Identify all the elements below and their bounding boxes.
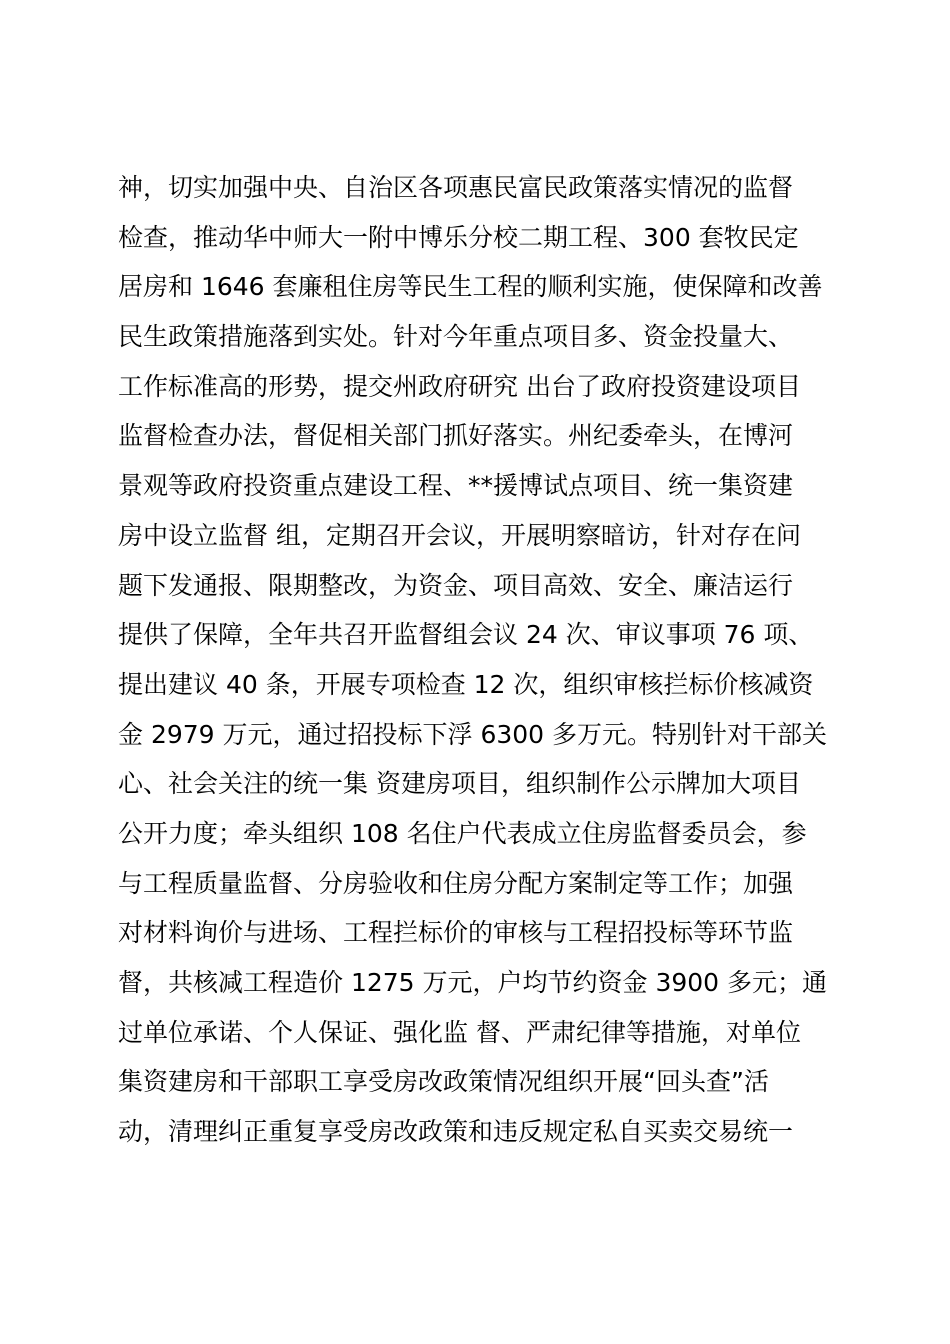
text-line: 检查，推动华中师大一附中博乐分校二期工程、300 套牧民定 <box>118 222 799 252</box>
text-line: 公开力度；牵头组织 108 名住户代表成立住房监督委员会，参 <box>118 818 807 848</box>
text-line: 金 2979 万元，通过招投标下浮 6300 多万元。特别针对干部关 <box>118 719 828 749</box>
text-line: 工作标准高的形势，提交州政府研究 出台了政府投资建设项目 <box>118 371 801 401</box>
text-line: 过单位承诺、个人保证、强化监 督、严肃纪律等措施，对单位 <box>118 1017 801 1047</box>
text-line: 民生政策措施落到实处。针对今年重点项目多、资金投量大、 <box>118 322 794 352</box>
text-line: 对材料询价与进场、工程拦标价的审核与工程招投标等环节监 <box>118 918 794 948</box>
text-line: 督，共核减工程造价 1275 万元，户均节约资金 3900 多元；通 <box>118 968 828 997</box>
text-line: 心、社会关注的统一集 资建房项目，组织制作公示牌加大项目 <box>118 769 801 799</box>
text-line: 景观等政府投资重点建设工程、**援博试点项目、统一集资建 <box>118 471 794 501</box>
text-line: 监督检查办法，督促相关部门抓好落实。州纪委牵头，在博河 <box>118 421 794 451</box>
text-line: 提出建议 40 条，开展专项检查 12 次，组织审核拦标价核减资 <box>118 669 814 699</box>
text-line: 房中设立监督 组，定期召开会议，开展明察暗访，针对存在问 <box>118 520 801 550</box>
text-line: 提供了保障，全年共召开监督组会议 24 次、审议事项 76 项、 <box>118 620 814 650</box>
text-line: 动，清理纠正重复享受房改政策和违反规定私自买卖交易统一 <box>118 1117 794 1147</box>
text-line: 居房和 1646 套廉租住房等民生工程的顺利实施，使保障和改善 <box>118 272 823 302</box>
text-line: 题下发通报、限期整改，为资金、项目高效、安全、廉洁运行 <box>118 570 794 600</box>
text-line: 与工程质量监督、分房验收和住房分配方案制定等工作；加强 <box>118 868 794 898</box>
body-text <box>118 163 838 1157</box>
text-line: 集资建房和干部职工享受房改政策情况组织开展“回头查”活 <box>118 1067 769 1097</box>
text-line: 神，切实加强中央、自治区各项惠民富民政策落实情况的监督 <box>118 173 794 202</box>
